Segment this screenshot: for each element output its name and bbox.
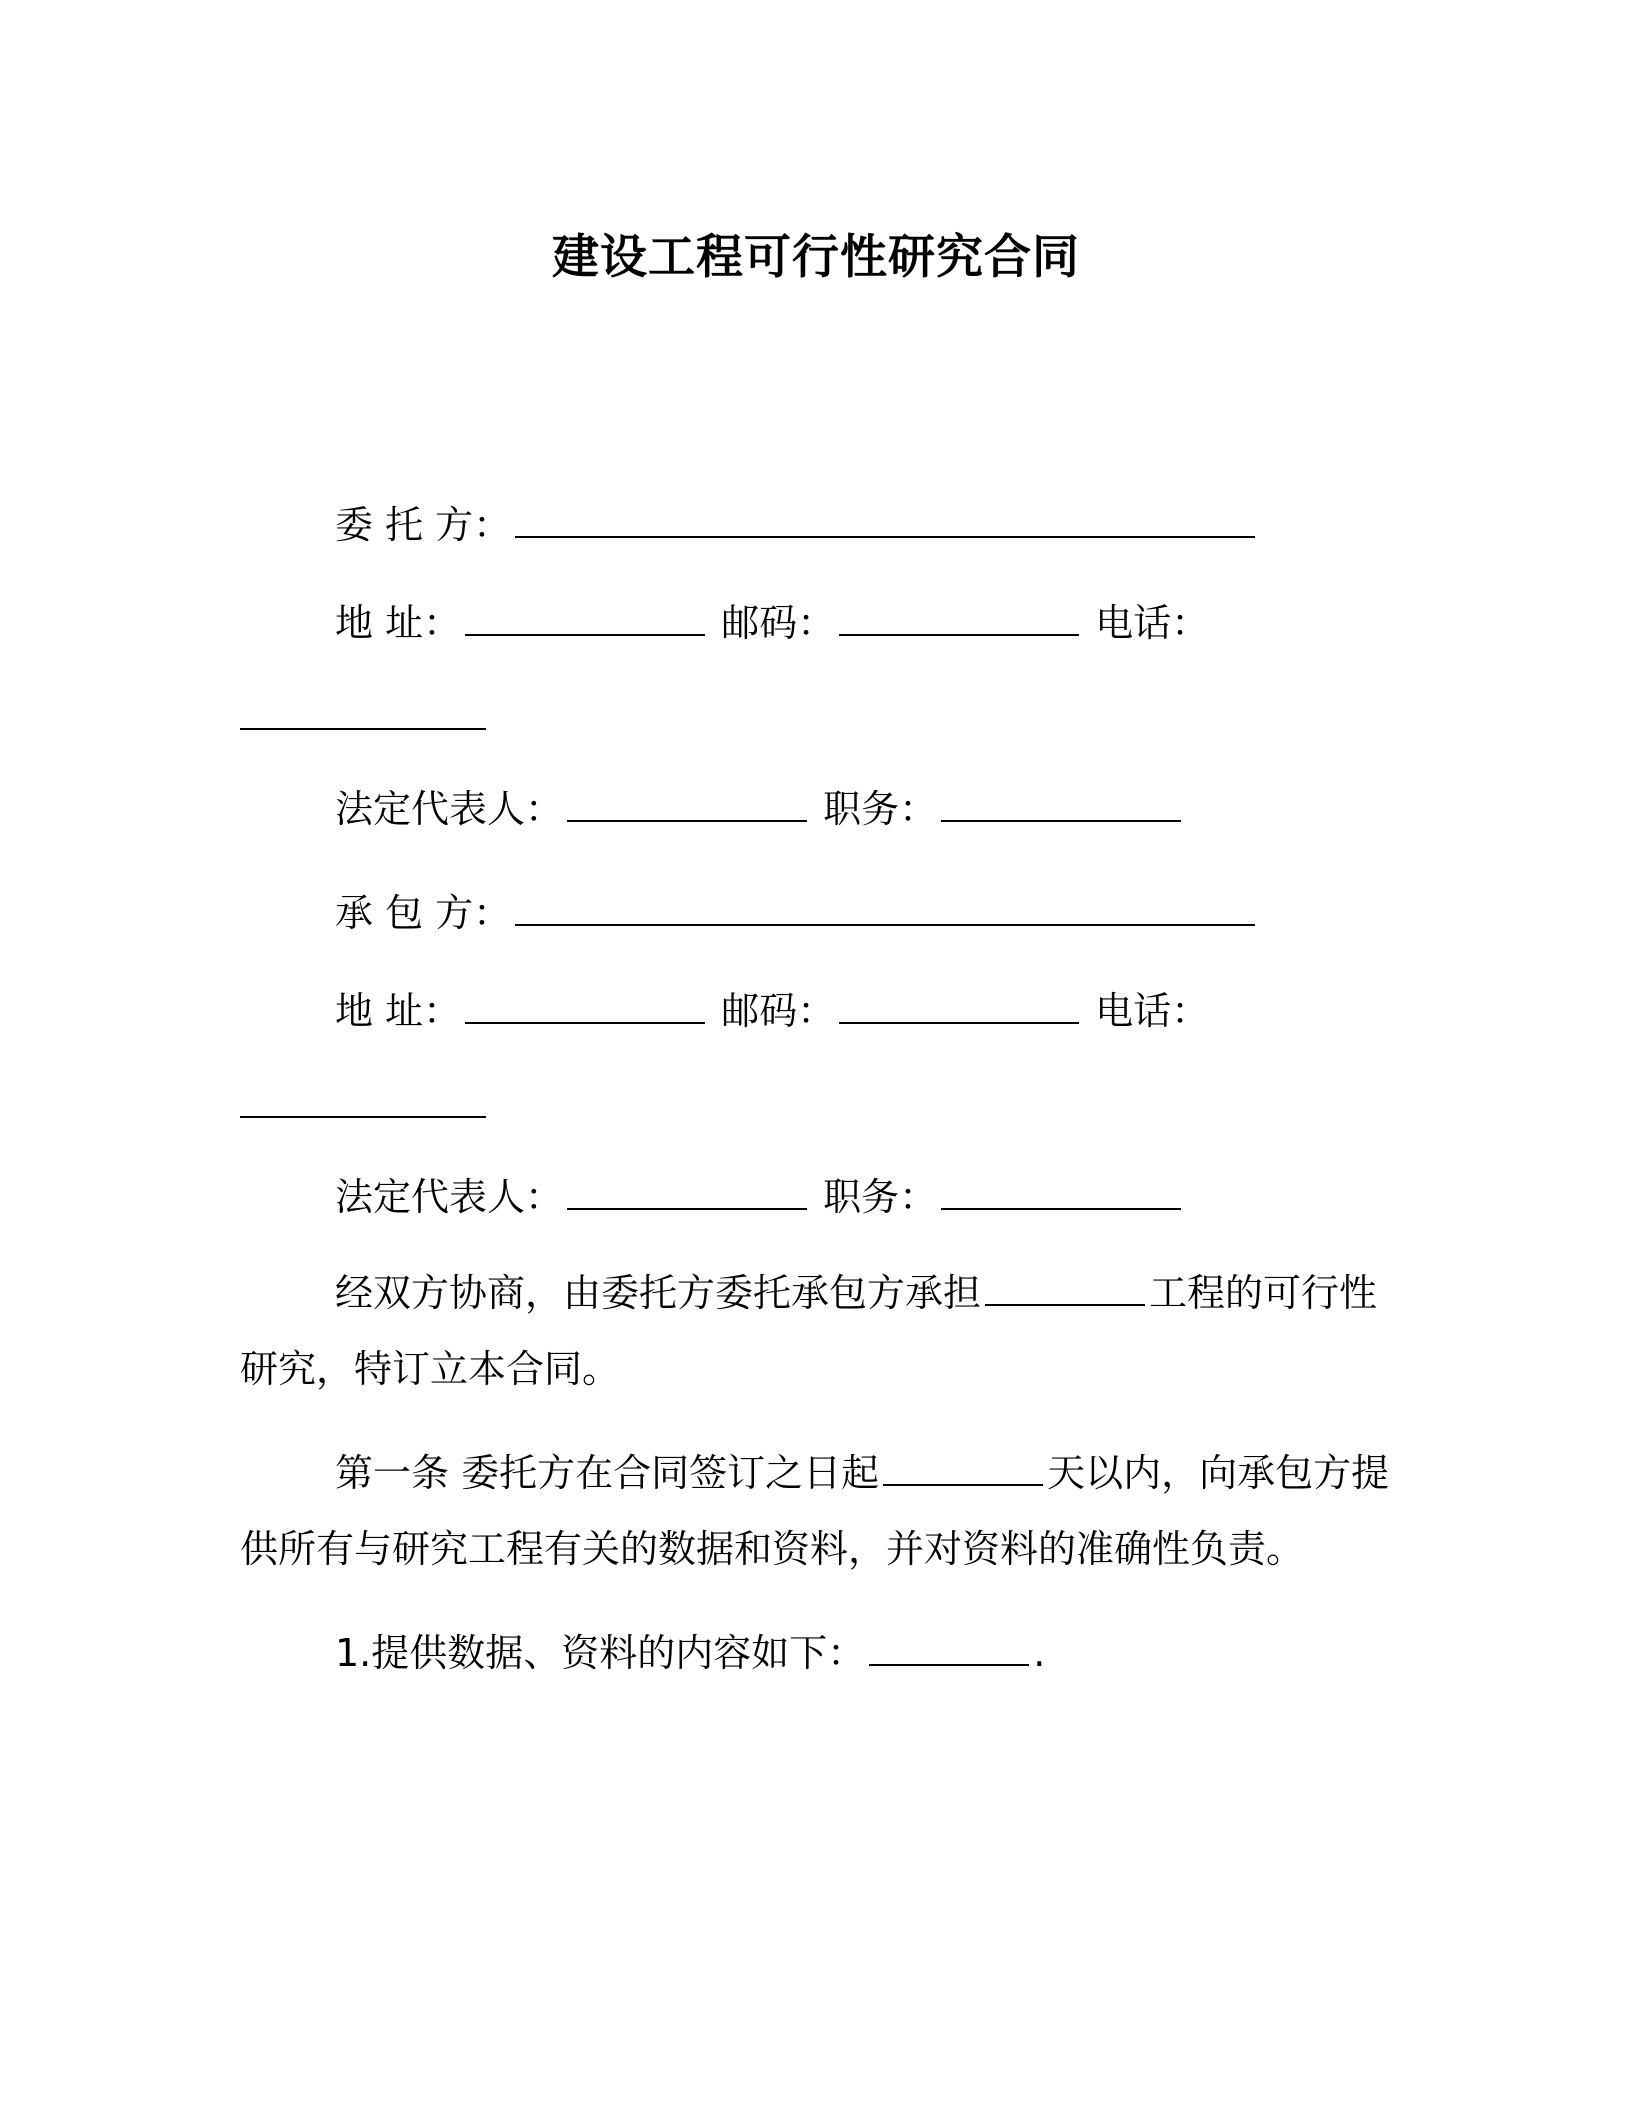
client-address-line — [335, 596, 1400, 650]
contractor-address-line — [335, 984, 1400, 1038]
client-line — [335, 498, 1400, 552]
client-address-blank[interactable] — [465, 602, 705, 636]
client-phone-label: 电话： — [1095, 601, 1210, 645]
contractor-address-blank[interactable] — [465, 990, 705, 1024]
days-blank[interactable] — [883, 1452, 1043, 1486]
client-name-blank[interactable] — [515, 504, 1255, 538]
contractor-phone-blank[interactable] — [240, 1084, 486, 1118]
contractor-address-label: 地 址： — [335, 989, 462, 1033]
client-address-label: 地 址： — [335, 601, 462, 645]
intro-line-1 — [335, 1266, 1400, 1320]
contractor-position-label: 职务： — [823, 1175, 938, 1219]
article1-line-2: 供所有与研究工程有关的数据和资料，并对资料的准确性负责。 — [240, 1527, 1305, 1571]
client-legal-rep-label: 法定代表人： — [335, 787, 564, 831]
client-label: 委 托 方： — [335, 503, 512, 547]
item1-line — [335, 1626, 1400, 1680]
item1-label: 1.提供数据、资料的内容如下： — [335, 1631, 866, 1675]
contractor-postcode-label: 邮码： — [721, 989, 836, 1033]
client-position-label: 职务： — [823, 787, 938, 831]
data-content-blank[interactable] — [869, 1632, 1029, 1666]
client-position-blank[interactable] — [941, 788, 1181, 822]
article1-text-a: 第一条 委托方在合同签订之日起 — [335, 1451, 880, 1495]
contractor-phone-line — [240, 1078, 1400, 1132]
client-postcode-blank[interactable] — [839, 602, 1079, 636]
contractor-phone-label: 电话： — [1095, 989, 1210, 1033]
intro-text-b: 工程的可行性 — [1149, 1271, 1378, 1315]
intro-text-a: 经双方协商，由委托方委托承包方承担 — [335, 1271, 982, 1315]
contractor-position-blank[interactable] — [941, 1176, 1181, 1210]
client-legal-rep-blank[interactable] — [567, 788, 807, 822]
contractor-legal-rep-line — [335, 1170, 1400, 1224]
article1-line-1 — [335, 1446, 1400, 1500]
client-legal-rep-line — [335, 782, 1400, 836]
contractor-legal-rep-blank[interactable] — [567, 1176, 807, 1210]
contractor-legal-rep-label: 法定代表人： — [335, 1175, 564, 1219]
client-phone-blank[interactable] — [240, 696, 486, 730]
item1-end: . — [1033, 1631, 1046, 1675]
contractor-name-blank[interactable] — [515, 892, 1255, 926]
contractor-postcode-blank[interactable] — [839, 990, 1079, 1024]
client-phone-line — [240, 690, 1400, 744]
contractor-label: 承 包 方： — [335, 891, 512, 935]
intro-line-2: 研究，特订立本合同。 — [240, 1347, 621, 1391]
client-postcode-label: 邮码： — [721, 601, 836, 645]
contract-title: 建设工程可行性研究合同 — [552, 230, 1080, 285]
article1-text-b: 天以内，向承包方提 — [1047, 1451, 1390, 1495]
contractor-line — [335, 886, 1400, 940]
project-name-blank[interactable] — [985, 1272, 1145, 1306]
